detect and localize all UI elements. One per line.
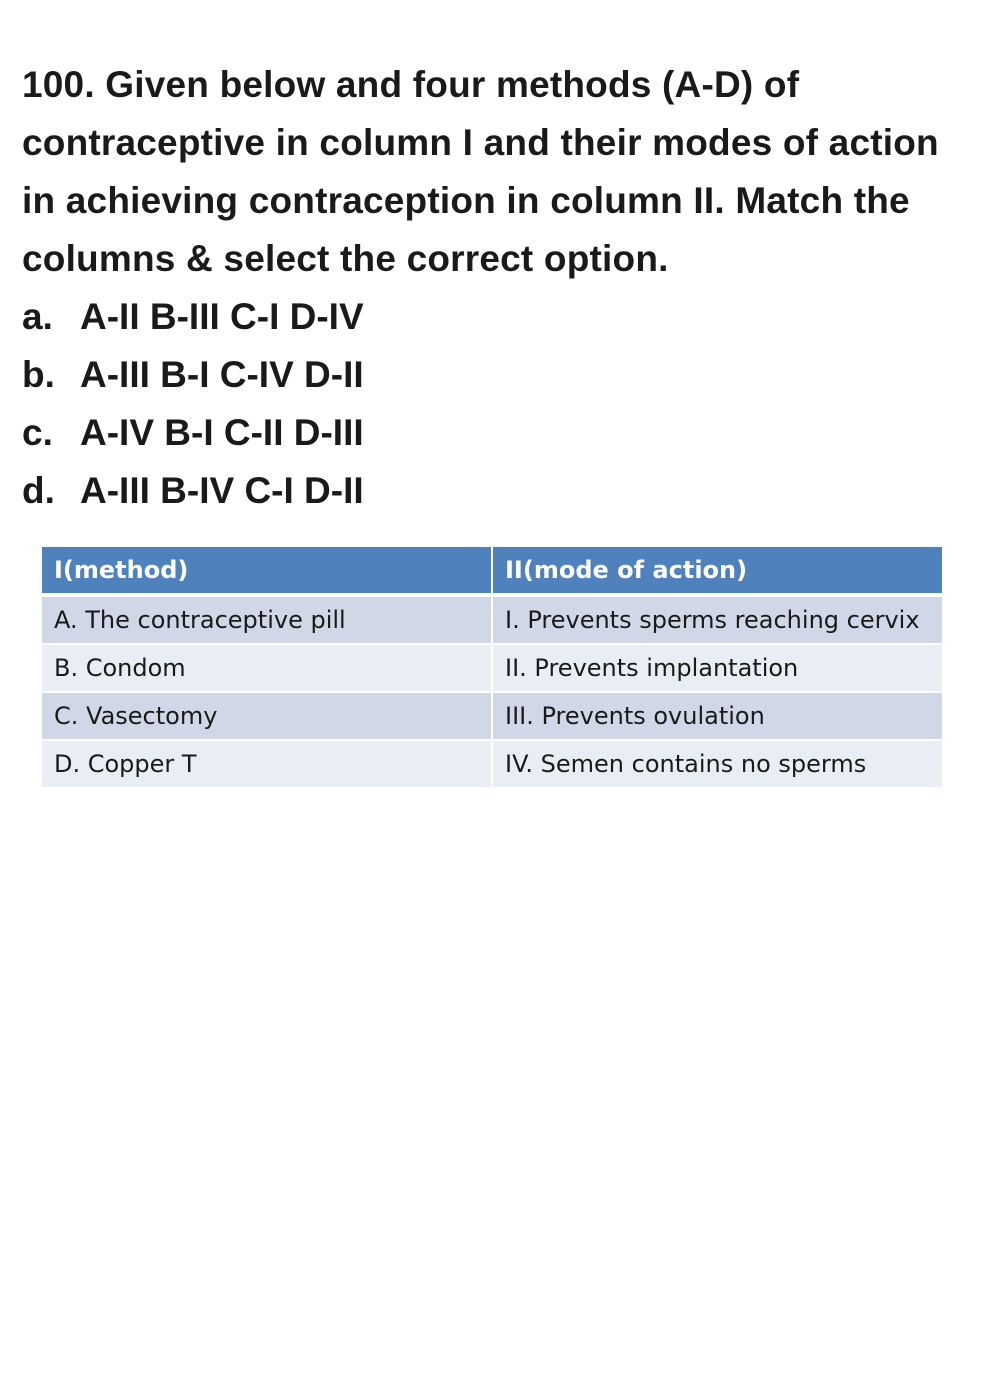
mode-cell: IV. Semen contains no sperms	[492, 740, 943, 788]
table-row	[41, 740, 943, 788]
option-b-letter: b.	[22, 354, 55, 395]
option-c-text: A-IV B-I C-II D-III	[80, 412, 364, 453]
option-b-text: A-III B-I C-IV D-II	[80, 354, 364, 395]
mode-cell: III. Prevents ovulation	[492, 692, 943, 740]
mode-cell: II. Prevents implantation	[492, 644, 943, 692]
option-c[interactable]	[22, 404, 962, 462]
match-table	[40, 545, 944, 789]
method-cell: A. The contraceptive pill	[41, 595, 492, 644]
table-row	[41, 644, 943, 692]
column-header-mode: II(mode of action)	[492, 546, 943, 595]
table-header-row	[41, 546, 943, 595]
answer-options	[22, 288, 962, 520]
option-d-text: A-III B-IV C-I D-II	[80, 470, 364, 511]
option-d[interactable]	[22, 462, 962, 520]
option-a[interactable]	[22, 288, 962, 346]
option-a-text: A-II B-III C-I D-IV	[80, 296, 364, 337]
mode-cell: I. Prevents sperms reaching cervix	[492, 595, 943, 644]
method-cell: D. Copper T	[41, 740, 492, 788]
option-c-letter: c.	[22, 412, 53, 453]
option-a-letter: a.	[22, 296, 53, 337]
column-header-method: I(method)	[41, 546, 492, 595]
option-b[interactable]	[22, 346, 962, 404]
method-cell: C. Vasectomy	[41, 692, 492, 740]
table-row	[41, 692, 943, 740]
table-row	[41, 595, 943, 644]
method-cell: B. Condom	[41, 644, 492, 692]
question-text: 100. Given below and four methods (A-D) of contraceptive in column I and their modes of action in achieving contraception in column II. Match the columns & select the correct option.	[22, 64, 939, 279]
option-d-letter: d.	[22, 470, 55, 511]
